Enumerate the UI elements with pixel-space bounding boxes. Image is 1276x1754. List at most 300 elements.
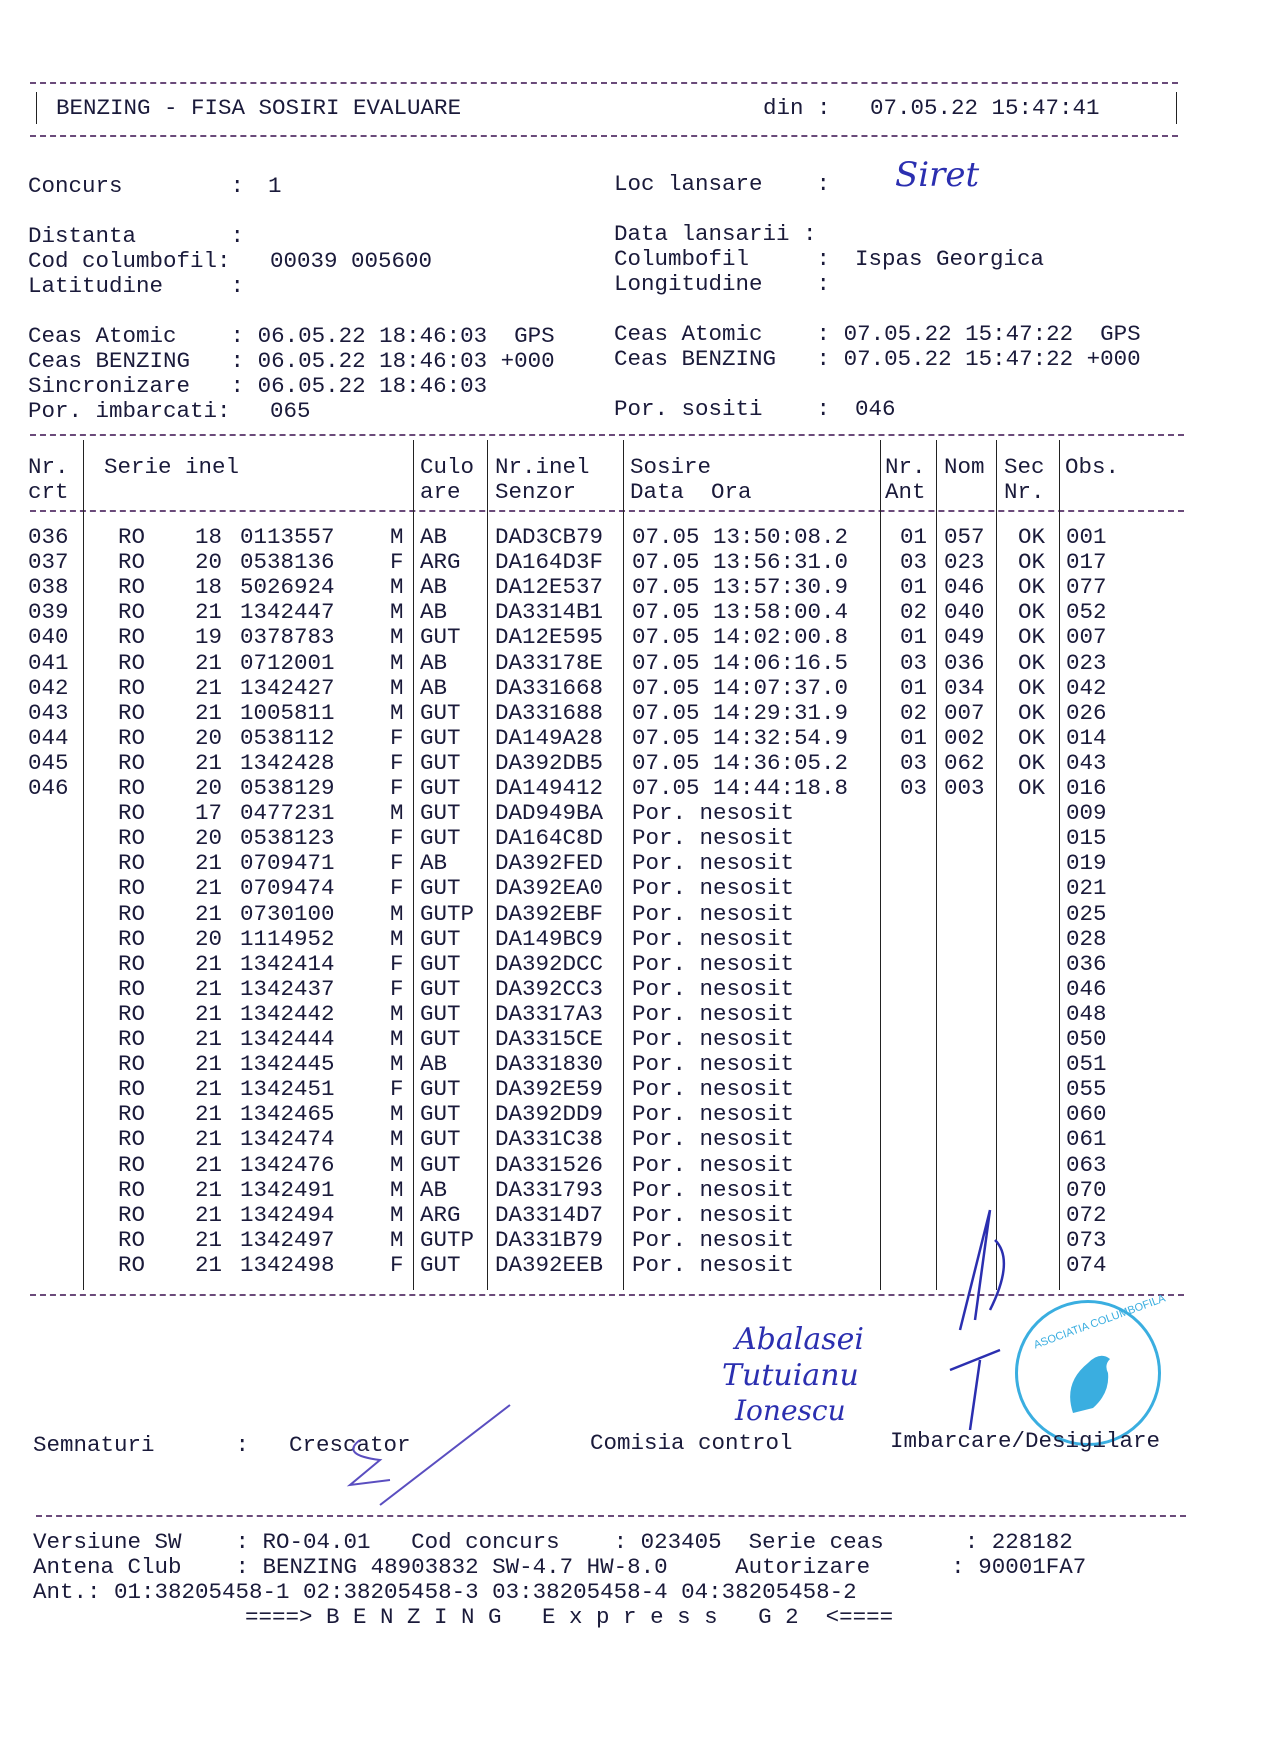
cell-senzor: DA392DB5 — [495, 749, 604, 776]
th-line: Sec — [1004, 454, 1045, 480]
cell-an: 19 — [195, 624, 223, 651]
cell-sosire: Por. nesosit — [632, 875, 795, 902]
cell-obs: 070 — [1066, 1176, 1107, 1203]
cell-an: 21 — [195, 649, 223, 676]
cell-sec: OK — [1018, 599, 1046, 626]
cell-obs: 023 — [1066, 649, 1107, 676]
cell-obs: 061 — [1066, 1126, 1107, 1153]
cell-senzor: DA149BC9 — [495, 925, 604, 952]
cell-nr: 1342427 — [240, 674, 335, 701]
cell-sex: M — [390, 925, 404, 952]
autorizare-label: Autorizare — [735, 1554, 871, 1580]
cell-sosire: Por. nesosit — [632, 1000, 795, 1027]
handwritten-signature-2: Tutuianu — [722, 1358, 859, 1393]
cell-an: 21 — [195, 599, 223, 626]
cell-nom: 034 — [944, 674, 985, 701]
cell-sosire: 07.05 13:50:08.2 — [632, 524, 849, 550]
th-line: Ant — [885, 479, 926, 505]
cell-sosire: Por. nesosit — [632, 925, 795, 952]
clock-value: 06.05.22 18:46:03 — [257, 348, 488, 374]
cell-senzor: DA331C38 — [495, 1126, 604, 1153]
cell-ant: 03 — [900, 549, 928, 576]
right-clock-atomic — [614, 322, 1141, 347]
antena-label: Antena Club — [33, 1554, 182, 1580]
footer-line-2: Antena Club : BENZING 48903832 SW-4.7 HW-8.0 Autorizare : 90001FA7 — [33, 1554, 1087, 1580]
cell-nr: 0538129 — [240, 775, 335, 801]
cell-crt: 043 — [28, 699, 69, 726]
cell-an: 21 — [195, 1101, 223, 1128]
cell-senzor: DA392EBF — [495, 900, 604, 927]
cell-sosire: 07.05 14:32:54.9 — [632, 724, 849, 751]
cell-nom: 002 — [944, 724, 985, 751]
imbarcare-label: Imbarcare/Desigilare — [890, 1428, 1161, 1454]
cell-nr: 1005811 — [240, 699, 335, 726]
cell-senzor: DA149A28 — [495, 724, 604, 751]
th-serie: Serie inel — [104, 454, 240, 480]
cell-senzor: DA392E59 — [495, 1076, 604, 1103]
cell-tara: RO — [118, 1076, 146, 1103]
cell-tara: RO — [118, 574, 146, 601]
cell-senzor: DA392CC3 — [495, 975, 604, 1002]
cell-nr: 1342476 — [240, 1151, 335, 1178]
cell-ant: 02 — [900, 699, 928, 726]
cell-an: 21 — [195, 1076, 223, 1103]
cell-crt: 039 — [28, 599, 69, 626]
cell-senzor: DA331688 — [495, 699, 604, 726]
cell-an: 21 — [195, 1251, 223, 1278]
cell-cul: GUT — [420, 775, 461, 801]
cell-nr: 1342494 — [240, 1201, 335, 1228]
cell-crt: 036 — [28, 524, 69, 550]
th-obs: Obs. — [1065, 454, 1120, 480]
cell-nr: 1342447 — [240, 599, 335, 626]
cell-crt: 038 — [28, 574, 69, 601]
cell-obs: 017 — [1066, 549, 1107, 576]
cell-tara: RO — [118, 599, 146, 626]
cell-nom: 049 — [944, 624, 985, 651]
cell-nom: 062 — [944, 749, 985, 776]
th-line: Culo — [420, 454, 475, 480]
cell-tara: RO — [118, 1101, 146, 1128]
th-line: Senzor — [495, 479, 577, 505]
th-nr-crt — [28, 455, 69, 505]
cell-nr: 1342497 — [240, 1226, 335, 1253]
serie-ceas-label: Serie ceas — [748, 1529, 884, 1555]
cell-senzor: DA331668 — [495, 674, 604, 701]
cell-an: 21 — [195, 875, 223, 902]
cell-an: 21 — [195, 850, 223, 877]
cell-tara: RO — [118, 1126, 146, 1153]
cell-obs: 007 — [1066, 624, 1107, 651]
cell-sosire: Por. nesosit — [632, 1226, 795, 1253]
cell-cul: AB — [420, 599, 448, 626]
cell-nr: 0477231 — [240, 800, 335, 827]
footer-line-1: Versiune SW : RO-04.01 Cod concurs : 023405 Serie ceas : 228182 — [33, 1529, 1073, 1555]
cell-obs: 055 — [1066, 1076, 1107, 1103]
cell-obs: 026 — [1066, 699, 1107, 726]
cell-cul: AB — [420, 1176, 448, 1203]
clock-value: 07.05.22 15:47:22 — [843, 346, 1074, 372]
cell-tara: RO — [118, 1151, 146, 1178]
cell-sex: M — [390, 1000, 404, 1027]
cell-sec: OK — [1018, 674, 1046, 701]
sositi-label: Por. sositi : — [614, 396, 831, 422]
cell-cul: GUT — [420, 749, 461, 776]
cell-tara: RO — [118, 724, 146, 751]
cell-sex: F — [390, 875, 404, 902]
cell-cul: GUT — [420, 1101, 461, 1128]
cell-an: 21 — [195, 1201, 223, 1228]
cell-sosire: Por. nesosit — [632, 1176, 795, 1203]
clock-label: Ceas BENZING : — [28, 348, 245, 374]
cell-an: 21 — [195, 950, 223, 977]
cell-sec: OK — [1018, 549, 1046, 576]
cell-obs: 028 — [1066, 925, 1107, 952]
cell-sosire: Por. nesosit — [632, 1251, 795, 1278]
cell-sex: M — [390, 699, 404, 726]
cod-concurs-label: Cod concurs — [411, 1529, 560, 1555]
document-date: 07.05.22 15:47:41 — [870, 95, 1100, 121]
cell-nr: 1342491 — [240, 1176, 335, 1203]
cell-nr: 0378783 — [240, 624, 335, 651]
cell-sosire: Por. nesosit — [632, 1201, 795, 1228]
cell-senzor: DA12E595 — [495, 624, 604, 651]
cell-sex: M — [390, 1151, 404, 1178]
cell-nr: 0712001 — [240, 649, 335, 676]
th-line: crt — [28, 479, 69, 505]
data-lansarii-label: Data lansarii : — [614, 221, 817, 247]
cell-sex: M — [390, 1026, 404, 1052]
cell-sex: M — [390, 599, 404, 626]
cell-cul: GUTP — [420, 900, 475, 927]
cell-cul: GUT — [420, 1076, 461, 1103]
cell-obs: 036 — [1066, 950, 1107, 977]
cell-sosire: Por. nesosit — [632, 975, 795, 1002]
cell-tara: RO — [118, 850, 146, 877]
header-top-border — [30, 82, 1178, 84]
cell-cul: GUT — [420, 975, 461, 1002]
cell-obs: 015 — [1066, 825, 1107, 852]
cell-nr: 0709474 — [240, 875, 335, 902]
cell-nr: 0113557 — [240, 524, 335, 550]
cell-sec: OK — [1018, 574, 1046, 601]
cell-obs: 014 — [1066, 724, 1107, 751]
cod-columbofil-value: 00039 005600 — [270, 248, 433, 274]
cell-sex: F — [390, 1251, 404, 1278]
cell-tara: RO — [118, 775, 146, 801]
cell-an: 21 — [195, 1151, 223, 1178]
concurs-value: 1 — [268, 173, 282, 199]
serie-ceas-value: 228182 — [991, 1529, 1073, 1555]
cell-senzor: DA164C8D — [495, 825, 604, 852]
cell-sec: OK — [1018, 724, 1046, 751]
cell-an: 21 — [195, 749, 223, 776]
crescator-signature-icon — [320, 1400, 520, 1510]
cell-senzor: DA12E537 — [495, 574, 604, 601]
cell-tara: RO — [118, 1051, 146, 1078]
cell-sosire: Por. nesosit — [632, 1101, 795, 1128]
cell-sosire: Por. nesosit — [632, 850, 795, 877]
cell-sex: F — [390, 724, 404, 751]
cell-cul: AB — [420, 674, 448, 701]
cell-nr: 0730100 — [240, 900, 335, 927]
th-sosire — [630, 455, 752, 505]
cell-ant: 01 — [900, 524, 928, 550]
cell-nr: 1342474 — [240, 1126, 335, 1153]
cell-cul: GUT — [420, 1026, 461, 1052]
cell-sosire: 07.05 14:07:37.0 — [632, 674, 849, 701]
cell-sex: M — [390, 574, 404, 601]
cell-an: 20 — [195, 925, 223, 952]
cell-sosire: 07.05 14:06:16.5 — [632, 649, 849, 676]
cell-tara: RO — [118, 749, 146, 776]
latitudine-label: Latitudine : — [28, 273, 245, 299]
cell-sex: M — [390, 1176, 404, 1203]
cell-sex: M — [390, 524, 404, 550]
loc-lansare-handwritten: Siret — [895, 155, 980, 195]
th-line: Sosire — [630, 454, 712, 480]
cell-crt: 042 — [28, 674, 69, 701]
cell-obs: 021 — [1066, 875, 1107, 902]
cell-crt: 045 — [28, 749, 69, 776]
cell-cul: GUT — [420, 950, 461, 977]
cell-sex: M — [390, 1101, 404, 1128]
cell-cul: GUT — [420, 1151, 461, 1178]
cell-nom: 007 — [944, 699, 985, 726]
cell-an: 18 — [195, 574, 223, 601]
cell-sex: M — [390, 1126, 404, 1153]
cell-sosire: 07.05 14:36:05.2 — [632, 749, 849, 776]
cell-sex: F — [390, 1076, 404, 1103]
cell-tara: RO — [118, 1000, 146, 1027]
cell-sosire: Por. nesosit — [632, 1026, 795, 1052]
cell-obs: 048 — [1066, 1000, 1107, 1027]
cell-obs: 019 — [1066, 850, 1107, 877]
cell-obs: 042 — [1066, 674, 1107, 701]
cell-nr: 1342445 — [240, 1051, 335, 1078]
cell-tara: RO — [118, 875, 146, 902]
cell-tara: RO — [118, 699, 146, 726]
cell-sosire: Por. nesosit — [632, 1151, 795, 1178]
cell-cul: GUT — [420, 1126, 461, 1153]
cell-senzor: DA331830 — [495, 1051, 604, 1078]
cell-senzor: DAD949BA — [495, 800, 604, 827]
semnaturi-label: Semnaturi : — [33, 1432, 250, 1458]
left-clock-atomic — [28, 324, 555, 349]
cell-senzor: DA392DD9 — [495, 1101, 604, 1128]
cell-obs: 043 — [1066, 749, 1107, 776]
th-sec — [1004, 455, 1045, 505]
cell-tara: RO — [118, 649, 146, 676]
cell-an: 21 — [195, 975, 223, 1002]
cell-an: 21 — [195, 1026, 223, 1052]
cell-nr: 1114952 — [240, 925, 335, 952]
cell-obs: 016 — [1066, 775, 1107, 801]
clock-suffix: GPS — [500, 323, 555, 349]
cell-crt: 037 — [28, 549, 69, 576]
cell-tara: RO — [118, 1176, 146, 1203]
cell-nom: 057 — [944, 524, 985, 550]
cell-cul: ARG — [420, 1201, 461, 1228]
cell-nom: 023 — [944, 549, 985, 576]
footer-separator — [36, 1515, 1186, 1517]
cell-obs: 072 — [1066, 1201, 1107, 1228]
autorizare-value: 90001FA7 — [978, 1554, 1087, 1580]
clock-suffix: +000 — [500, 348, 555, 374]
cell-cul: GUT — [420, 800, 461, 827]
cell-obs: 073 — [1066, 1226, 1107, 1253]
cell-senzor: DA3317A3 — [495, 1000, 604, 1027]
cell-obs: 074 — [1066, 1251, 1107, 1278]
table-top-border — [30, 434, 1184, 436]
cell-senzor: DA3314B1 — [495, 599, 604, 626]
cell-nom: 003 — [944, 775, 985, 801]
cell-cul: AB — [420, 649, 448, 676]
cell-sex: M — [390, 649, 404, 676]
cell-an: 21 — [195, 699, 223, 726]
left-clock-benzing — [28, 349, 555, 374]
cell-nr: 0538136 — [240, 549, 335, 576]
cell-senzor: DA392DCC — [495, 950, 604, 977]
cell-crt: 046 — [28, 775, 69, 801]
benzing-banner: ====> B E N Z I N G E x p r e s s G 2 <==== — [245, 1604, 894, 1630]
cell-tara: RO — [118, 674, 146, 701]
cell-sosire: Por. nesosit — [632, 800, 795, 827]
cell-senzor: DA3315CE — [495, 1026, 604, 1052]
cell-an: 20 — [195, 775, 223, 801]
cell-senzor: DA392EA0 — [495, 875, 604, 902]
cell-an: 21 — [195, 1226, 223, 1253]
cell-an: 17 — [195, 800, 223, 827]
cell-obs: 077 — [1066, 574, 1107, 601]
cell-an: 20 — [195, 825, 223, 852]
cell-sosire: 07.05 13:57:30.9 — [632, 574, 849, 601]
cell-sosire: 07.05 14:44:18.8 — [632, 775, 849, 801]
cell-tara: RO — [118, 1201, 146, 1228]
th-line: are — [420, 479, 461, 505]
header-bottom-border — [30, 135, 1178, 137]
cell-nr: 0538123 — [240, 825, 335, 852]
cell-senzor: DAD3CB79 — [495, 524, 604, 550]
cell-sex: M — [390, 900, 404, 927]
header-right-border — [1176, 92, 1177, 124]
cell-tara: RO — [118, 1026, 146, 1052]
cell-an: 21 — [195, 1000, 223, 1027]
cell-tara: RO — [118, 975, 146, 1002]
cell-an: 21 — [195, 900, 223, 927]
cell-sec: OK — [1018, 749, 1046, 776]
cell-nr: 1342465 — [240, 1101, 335, 1128]
cell-sec: OK — [1018, 524, 1046, 550]
cell-obs: 063 — [1066, 1151, 1107, 1178]
th-line: Nr. — [28, 454, 69, 480]
imbarcati-label: Por. imbarcati: — [28, 398, 231, 424]
cell-sec: OK — [1018, 649, 1046, 676]
cell-senzor: DA331B79 — [495, 1226, 604, 1253]
cell-sex: F — [390, 825, 404, 852]
th-nom: Nom — [944, 454, 985, 480]
clock-value: 06.05.22 18:46:03 — [257, 373, 488, 399]
document-title: BENZING - FISA SOSIRI EVALUARE — [56, 95, 462, 121]
cell-obs: 052 — [1066, 599, 1107, 626]
cell-nr: 5026924 — [240, 574, 335, 601]
cell-sec: OK — [1018, 699, 1046, 726]
left-clock-sync — [28, 374, 487, 399]
cell-senzor: DA3314D7 — [495, 1201, 604, 1228]
cell-nr: 1342451 — [240, 1076, 335, 1103]
cell-sex: M — [390, 674, 404, 701]
imbarcati-value: 065 — [270, 398, 311, 424]
cell-nom: 036 — [944, 649, 985, 676]
cell-sex: F — [390, 950, 404, 977]
cell-cul: GUTP — [420, 1226, 475, 1253]
cell-senzor: DA331526 — [495, 1151, 604, 1178]
handwritten-signature-1: Abalasei — [735, 1322, 864, 1357]
cell-sex: M — [390, 800, 404, 827]
cell-sosire: Por. nesosit — [632, 1076, 795, 1103]
crescator-label: Crescator — [289, 1432, 411, 1458]
cell-tara: RO — [118, 624, 146, 651]
cell-ant: 02 — [900, 599, 928, 626]
th-line: Data Ora — [630, 479, 752, 505]
cell-obs: 025 — [1066, 900, 1107, 927]
cell-an: 20 — [195, 549, 223, 576]
clock-value: 07.05.22 15:47:22 — [843, 321, 1074, 347]
header-left-border — [36, 92, 37, 124]
cell-senzor: DA392EEB — [495, 1251, 604, 1278]
cell-sec: OK — [1018, 624, 1046, 651]
cell-ant: 01 — [900, 624, 928, 651]
clock-suffix: +000 — [1086, 346, 1141, 372]
cell-sosire: Por. nesosit — [632, 900, 795, 927]
cell-cul: ARG — [420, 549, 461, 576]
cell-nr: 0709471 — [240, 850, 335, 877]
cell-obs: 009 — [1066, 800, 1107, 827]
versiune-label: Versiune SW — [33, 1529, 182, 1555]
cell-senzor: DA392FED — [495, 850, 604, 877]
cell-tara: RO — [118, 549, 146, 576]
distanta-label: Distanta : — [28, 223, 245, 249]
clock-label: Ceas BENZING : — [614, 346, 831, 372]
cell-cul: GUT — [420, 699, 461, 726]
cell-sex: F — [390, 975, 404, 1002]
clock-value: 06.05.22 18:46:03 — [257, 323, 488, 349]
cell-cul: AB — [420, 850, 448, 877]
cell-cul: GUT — [420, 1000, 461, 1027]
cell-nr: 1342442 — [240, 1000, 335, 1027]
cell-cul: GUT — [420, 925, 461, 952]
comisia-label: Comisia control — [590, 1430, 793, 1456]
cell-nr: 1342414 — [240, 950, 335, 977]
th-ant — [885, 455, 926, 505]
cell-an: 21 — [195, 1176, 223, 1203]
cell-senzor: DA331793 — [495, 1176, 604, 1203]
cell-cul: GUT — [420, 624, 461, 651]
clock-label: Sincronizare : — [28, 373, 245, 399]
cell-sex: M — [390, 1051, 404, 1078]
cell-cul: GUT — [420, 1251, 461, 1278]
concurs-label: Concurs : — [28, 173, 245, 199]
cell-cul: AB — [420, 574, 448, 601]
th-culoare — [420, 455, 474, 505]
cell-sec: OK — [1018, 775, 1046, 801]
cell-cul: GUT — [420, 875, 461, 902]
cell-sex: F — [390, 775, 404, 801]
cell-crt: 044 — [28, 724, 69, 751]
cell-ant: 03 — [900, 749, 928, 776]
cell-an: 21 — [195, 674, 223, 701]
cell-obs: 050 — [1066, 1026, 1107, 1052]
